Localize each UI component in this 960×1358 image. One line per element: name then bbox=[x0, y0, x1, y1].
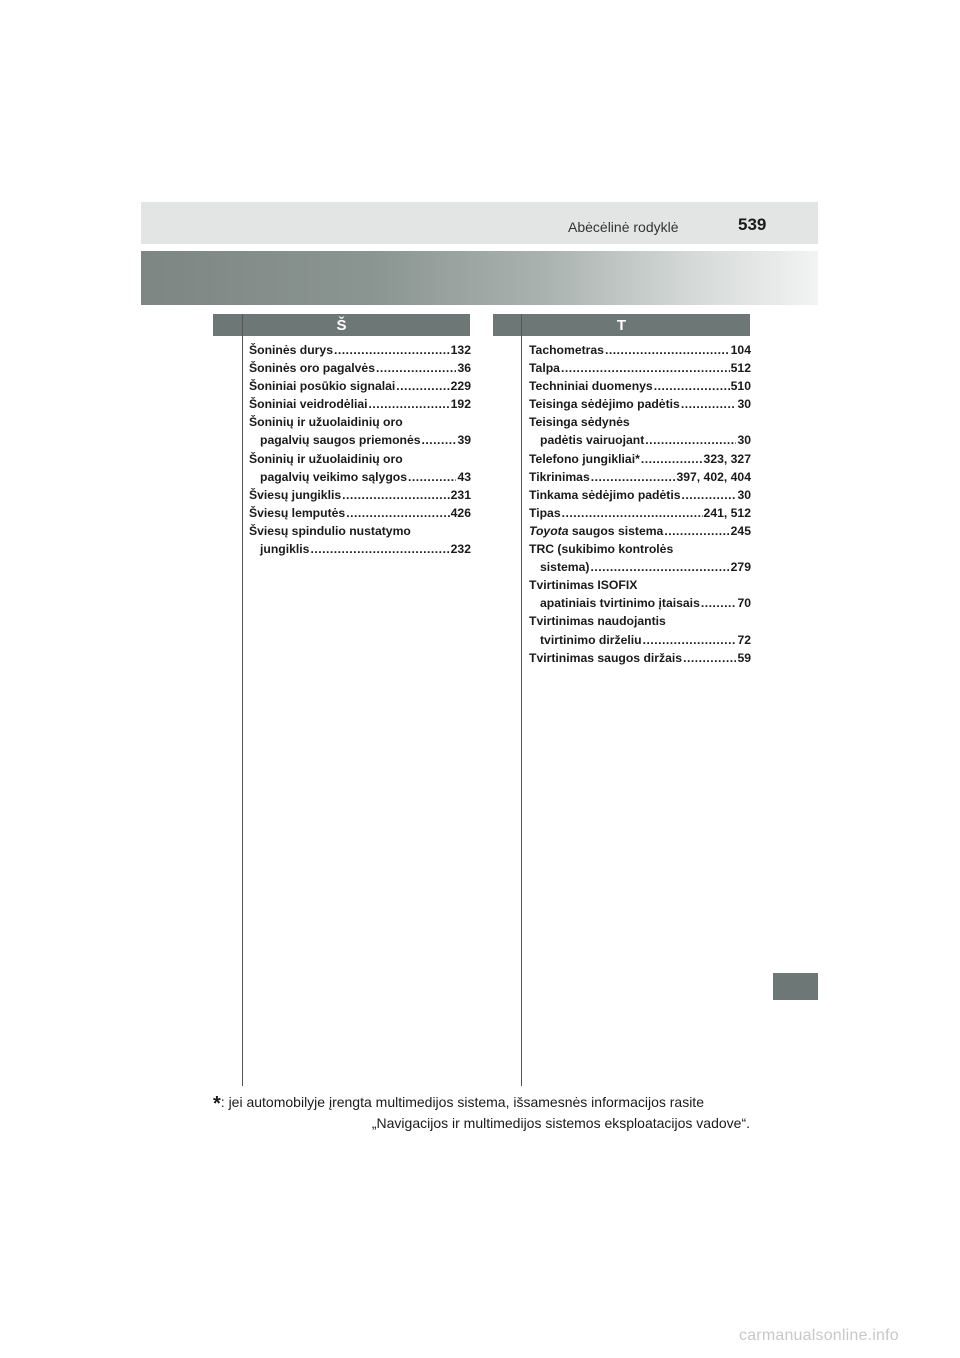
index-entry-label bbox=[529, 522, 663, 540]
watermark: carmanualsonline.info bbox=[739, 1327, 899, 1344]
index-entry bbox=[249, 341, 471, 359]
index-entry bbox=[529, 486, 751, 504]
dot-leader bbox=[664, 522, 729, 540]
index-entry-label: jungiklis bbox=[260, 542, 310, 557]
index-entry bbox=[529, 504, 751, 522]
header-bar bbox=[141, 202, 818, 244]
index-entry bbox=[529, 413, 751, 431]
dot-leader bbox=[334, 341, 450, 359]
index-entry-pages: 323, 327 bbox=[703, 451, 751, 466]
dot-leader bbox=[682, 486, 737, 504]
index-entry-pages: 241, 512 bbox=[703, 505, 751, 520]
index-entry-pages: 72 bbox=[737, 632, 751, 647]
index-entry-pages: 132 bbox=[450, 343, 471, 357]
dot-leader bbox=[346, 504, 449, 522]
dot-leader bbox=[645, 431, 736, 449]
index-entry-pages: 510 bbox=[730, 379, 751, 394]
index-entry bbox=[529, 594, 751, 612]
dot-leader bbox=[369, 395, 450, 413]
index-entry-pages: 229 bbox=[450, 379, 471, 394]
index-entry-label: Talpa bbox=[529, 361, 560, 376]
index-entry bbox=[249, 359, 471, 377]
index-entry bbox=[529, 359, 751, 377]
index-entry bbox=[529, 522, 751, 540]
index-entry-label: Šoninės durys bbox=[249, 343, 333, 357]
index-entry bbox=[249, 504, 471, 522]
dot-leader bbox=[408, 468, 456, 486]
index-entry-label: Šoninės oro pagalvės bbox=[249, 361, 375, 376]
footnote-line-2: „Navigacijos ir multimedijos sistemos eksploatacijos vadove“. bbox=[371, 1115, 750, 1131]
index-entry-pages: 192 bbox=[450, 397, 471, 412]
index-entry-pages: 70 bbox=[737, 596, 751, 611]
decorative-band bbox=[141, 251, 818, 305]
index-entry bbox=[529, 395, 751, 413]
index-entry-label: Techniniai duomenys bbox=[529, 379, 653, 394]
index-entry-label: Teisinga sėdėjimo padėtis bbox=[529, 397, 680, 412]
index-entry-pages: 30 bbox=[737, 487, 751, 502]
index-entry-label: sistema) bbox=[540, 560, 590, 575]
index-entry bbox=[529, 377, 751, 395]
dot-leader bbox=[641, 450, 703, 468]
dot-leader bbox=[396, 377, 449, 395]
index-entry bbox=[249, 431, 471, 449]
index-entry-label: apatiniais tvirtinimo įtaisais bbox=[540, 596, 700, 611]
index-entry-label: Tinkama sėdėjimo padėtis bbox=[529, 487, 681, 502]
brand-name: Toyota bbox=[529, 523, 569, 538]
column-divider bbox=[242, 314, 243, 1086]
index-entry-pages: 426 bbox=[450, 505, 471, 520]
index-entry-label: Tvirtinimas saugos diržais bbox=[529, 650, 683, 665]
index-entry-pages: 397, 402, 404 bbox=[676, 469, 751, 484]
index-entry bbox=[249, 395, 471, 413]
index-entry bbox=[529, 341, 751, 359]
section-title: Abėcėlinė rodyklė bbox=[568, 219, 679, 235]
index-entry-text: saugos sistema bbox=[571, 523, 664, 538]
index-entry-pages: 30 bbox=[737, 433, 751, 448]
index-entry-label: Šoniniai veidrodėliai bbox=[249, 397, 368, 412]
index-entry bbox=[249, 413, 471, 431]
index-entry-pages: 39 bbox=[457, 433, 471, 448]
dot-leader bbox=[376, 359, 456, 377]
footnote bbox=[213, 1093, 750, 1133]
index-entry-label: Teisinga sėdynės bbox=[529, 415, 630, 430]
dot-leader bbox=[681, 395, 737, 413]
index-entry-pages: 245 bbox=[730, 523, 751, 538]
index-entry-label: pagalvių saugos priemonės bbox=[260, 433, 421, 448]
index-entry bbox=[529, 612, 751, 630]
index-entry-pages: 36 bbox=[457, 361, 471, 376]
footnote-line-1: : jei automobilyje įrengta multimedijos sistema, išsamesnės informacijos rasite bbox=[220, 1094, 704, 1110]
index-entry-label: TRC (sukibimo kontrolės bbox=[529, 542, 674, 557]
index-entry-label: Šoniniai posūkio signalai bbox=[249, 379, 396, 394]
dot-leader bbox=[590, 558, 729, 576]
index-entry bbox=[529, 468, 751, 486]
index-entry-label: Šviesų spindulio nustatymo bbox=[249, 523, 411, 538]
index-entry-label: Tvirtinimas ISOFIX bbox=[529, 578, 638, 593]
index-entry-pages: 232 bbox=[450, 542, 471, 557]
index-entry-label: Tikrinimas bbox=[529, 469, 590, 484]
dot-leader bbox=[310, 540, 449, 558]
index-entry-label: Tachometras bbox=[529, 343, 604, 357]
dot-leader bbox=[683, 649, 736, 667]
dot-leader bbox=[643, 631, 737, 649]
index-entry bbox=[249, 450, 471, 468]
index-entry-label: Tipas bbox=[529, 505, 561, 520]
index-entry bbox=[249, 377, 471, 395]
index-entry bbox=[529, 576, 751, 594]
index-entry-label: Tvirtinimas naudojantis bbox=[529, 614, 666, 629]
index-entry-label: Telefono jungikliai* bbox=[529, 451, 640, 466]
index-entry-label: Šviesų lemputės bbox=[249, 505, 346, 520]
index-entry-label: pagalvių veikimo sąlygos bbox=[260, 469, 407, 484]
index-entry-pages: 30 bbox=[737, 397, 751, 412]
index-entry bbox=[249, 486, 471, 504]
index-entry bbox=[529, 540, 751, 558]
index-entry bbox=[249, 540, 471, 558]
index-entry-label: padėtis vairuojant bbox=[540, 433, 645, 448]
dot-leader bbox=[591, 468, 676, 486]
index-entry bbox=[529, 431, 751, 449]
index-entry bbox=[249, 522, 471, 540]
dot-leader bbox=[701, 594, 737, 612]
index-entry-label: tvirtinimo dirželiu bbox=[540, 632, 642, 647]
index-column-t bbox=[529, 341, 751, 667]
index-entry bbox=[529, 450, 751, 468]
index-entry-pages: 231 bbox=[450, 487, 471, 502]
index-entry-pages: 104 bbox=[730, 343, 751, 357]
dot-leader bbox=[561, 359, 730, 377]
dot-leader bbox=[654, 377, 730, 395]
index-entry-pages: 59 bbox=[737, 650, 751, 665]
index-column-s bbox=[249, 341, 471, 558]
dot-leader bbox=[562, 504, 703, 522]
footnote-marker: * bbox=[213, 1093, 221, 1115]
index-entry bbox=[529, 649, 751, 667]
index-entry-label: Šoninių ir užuolaidinių oro bbox=[249, 451, 403, 466]
dot-leader bbox=[605, 341, 730, 359]
index-entry-pages: 512 bbox=[730, 361, 751, 376]
page-number: 539 bbox=[738, 215, 767, 234]
index-entry-label: Šoninių ir užuolaidinių oro bbox=[249, 415, 403, 430]
column-divider bbox=[521, 314, 522, 1086]
index-entry bbox=[529, 558, 751, 576]
dot-leader bbox=[422, 431, 457, 449]
index-entry-pages: 43 bbox=[457, 469, 471, 484]
column-heading-s: Š bbox=[213, 314, 470, 336]
index-entry bbox=[529, 631, 751, 649]
chapter-tab bbox=[773, 973, 818, 1000]
index-entry-label: Šviesų jungiklis bbox=[249, 487, 342, 502]
index-entry-pages: 279 bbox=[730, 560, 751, 575]
dot-leader bbox=[342, 486, 450, 504]
index-entry bbox=[249, 468, 471, 486]
column-heading-t: T bbox=[493, 314, 750, 336]
